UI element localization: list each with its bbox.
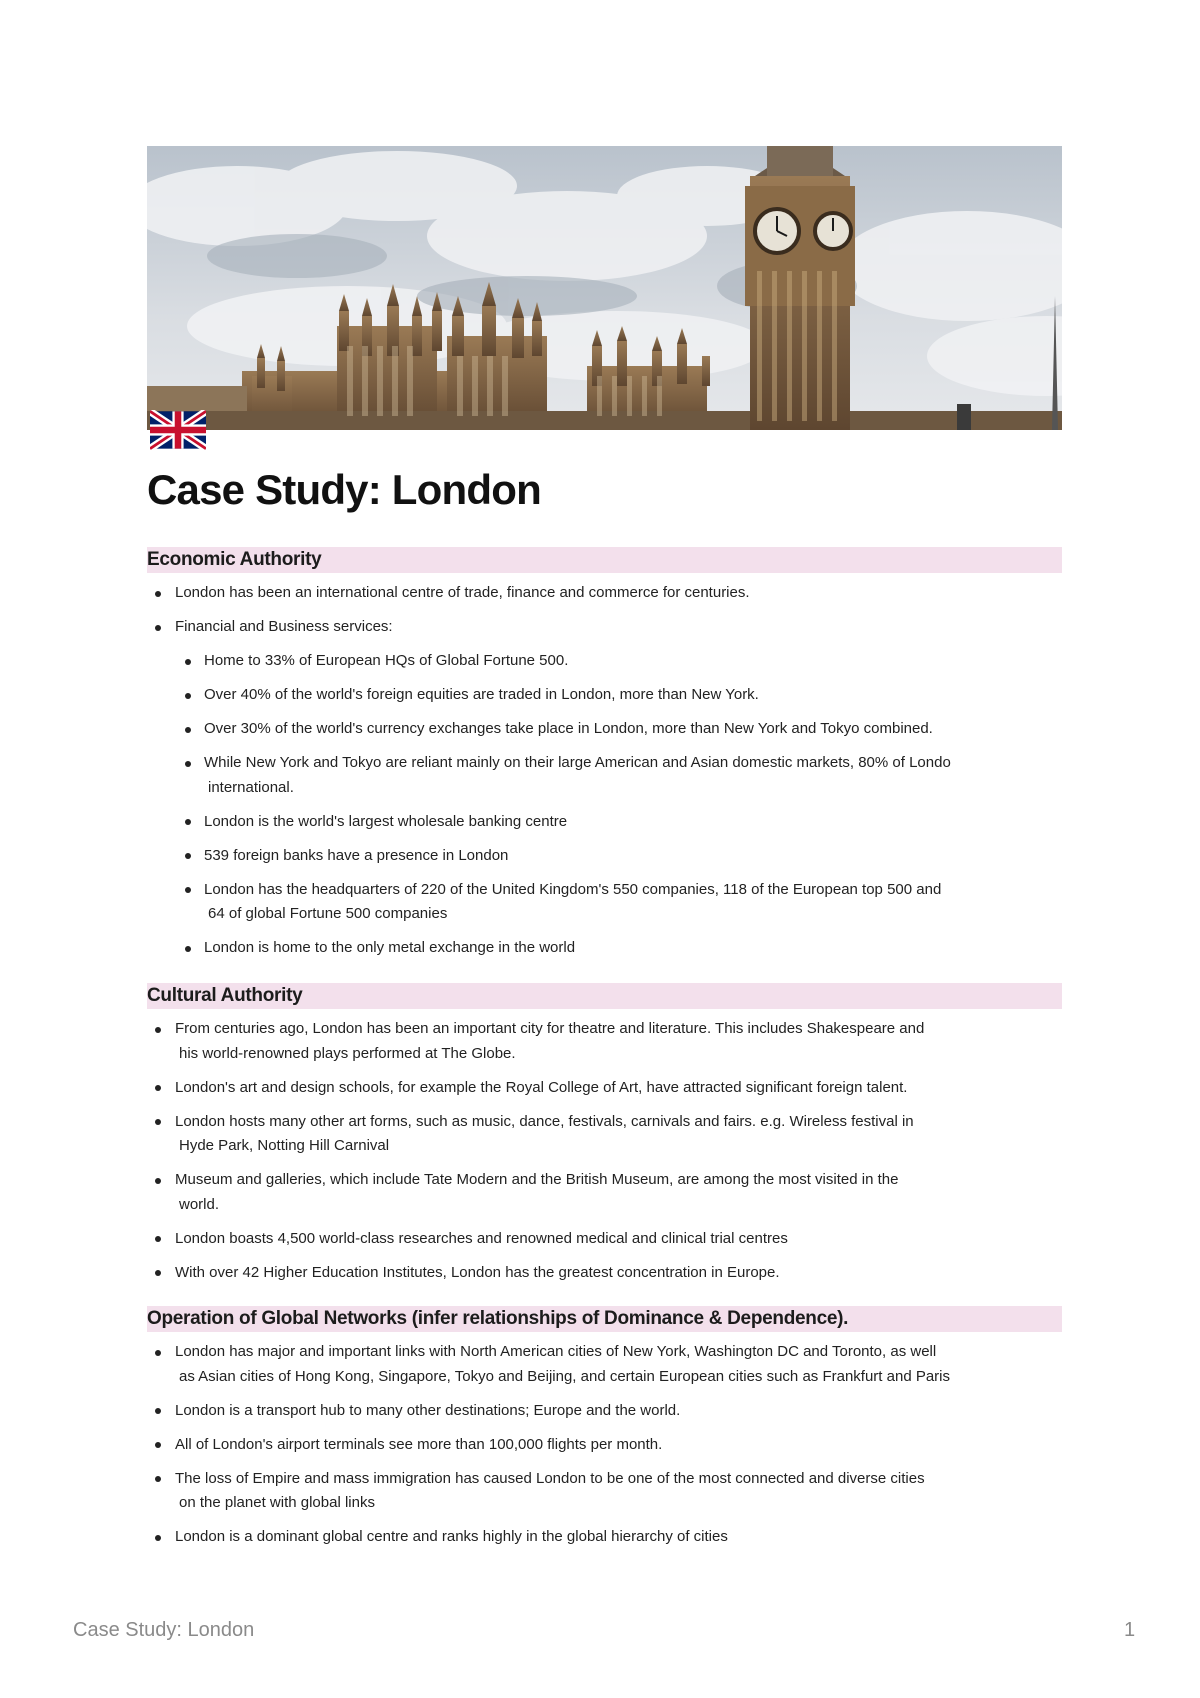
list-item: London has major and important links with North American cities of New York, Washington DC and Toronto, as well as Asian cities of Hong Kong, Singapore, Tokyo and Beijing, and certain European cities such as Frankfurt and Paris: [147, 1340, 1062, 1389]
list-item: Over 30% of the world's currency exchanges take place in London, more than New York and Tokyo combined.: [147, 717, 1062, 742]
list-item: London has the headquarters of 220 of the United Kingdom's 550 companies, 118 of the European top 500 and 64 of global Fortune 500 companies: [147, 878, 1062, 927]
list-item: The loss of Empire and mass immigration has caused London to be one of the most connected and diverse cities on the planet with global links: [147, 1467, 1062, 1516]
section-heading: Cultural Authority: [147, 983, 1062, 1009]
list-item: All of London's airport terminals see more than 100,000 flights per month.: [147, 1433, 1062, 1458]
page-title: Case Study: London: [147, 466, 541, 513]
list-item: From centuries ago, London has been an important city for theatre and literature. This includes Shakespeare and his world-renowned plays performed at The Globe.: [147, 1017, 1062, 1066]
list-item: Museum and galleries, which include Tate Modern and the British Museum, are among the most visited in the world.: [147, 1168, 1062, 1217]
bullet-list: [147, 1017, 1062, 1285]
list-item: London has been an international centre of trade, finance and commerce for centuries.: [147, 581, 1062, 606]
list-item: While New York and Tokyo are reliant mainly on their large American and Asian domestic markets, 80% of Londo international.: [147, 751, 1062, 800]
list-item: 539 foreign banks have a presence in London: [147, 844, 1062, 869]
union-jack-icon: [150, 410, 206, 450]
section-cultural-authority: [147, 983, 1062, 1295]
list-item: London hosts many other art forms, such as music, dance, festivals, carnivals and fairs. e.g. Wireless festival in Hyde Park, Notting Hill Carnival: [147, 1110, 1062, 1159]
page-number: 1: [1124, 1619, 1136, 1641]
list-item: London is a dominant global centre and ranks highly in the global hierarchy of cities: [147, 1525, 1062, 1550]
list-item: London is home to the only metal exchange in the world: [147, 936, 1062, 961]
list-item: With over 42 Higher Education Institutes, London has the greatest concentration in Europe.: [147, 1261, 1062, 1286]
section-economic-authority: [147, 547, 1062, 970]
cover-image: [147, 146, 1062, 430]
list-item: Financial and Business services:: [147, 615, 1062, 640]
list-item: London is a transport hub to many other destinations; Europe and the world.: [147, 1399, 1062, 1424]
bullet-list: [147, 581, 1062, 961]
list-item: Home to 33% of European HQs of Global Fortune 500.: [147, 649, 1062, 674]
section-heading: Economic Authority: [147, 547, 1062, 573]
list-item: Over 40% of the world's foreign equities are traded in London, more than New York.: [147, 683, 1062, 708]
footer-title: Case Study: London: [73, 1619, 255, 1641]
list-item: London is the world's largest wholesale banking centre: [147, 810, 1062, 835]
section-global-networks: [147, 1306, 1062, 1559]
list-item: London's art and design schools, for example the Royal College of Art, have attracted significant foreign talent.: [147, 1076, 1062, 1101]
section-heading: Operation of Global Networks (infer relationships of Dominance & Dependence).: [147, 1306, 1062, 1332]
bullet-list: [147, 1340, 1062, 1550]
list-item: London boasts 4,500 world-class researches and renowned medical and clinical trial centres: [147, 1227, 1062, 1252]
